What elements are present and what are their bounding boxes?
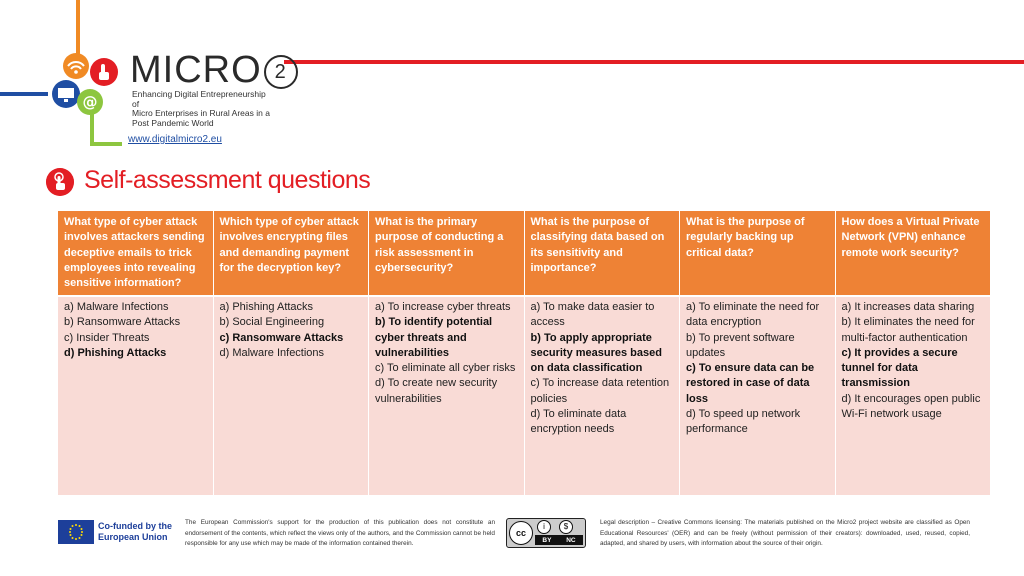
answer-cell (836, 297, 991, 495)
answer-option: c) To eliminate all cyber risks (375, 362, 516, 375)
question-header: What is the primary purpose of conducting a risk assessment in cybersecurity? (369, 211, 524, 295)
touch-hand-icon (46, 168, 74, 196)
question-header: What is the purpose of regularly backing up critical data? (680, 211, 835, 295)
answer-option: a) To eliminate the need for data encryption (686, 301, 820, 329)
page-title: Self-assessment questions (84, 166, 371, 194)
answer-option: a) Phishing Attacks (219, 301, 314, 313)
brand-suffix: 2 (264, 55, 298, 89)
answer-option: a) Malware Infections (64, 301, 169, 313)
touch-hand-icon (90, 58, 118, 86)
decor-line-green-horizontal (90, 142, 122, 146)
no-commercial-icon: $ (559, 520, 573, 534)
cc-nc-label: NC (566, 536, 576, 544)
legal-description: Legal description – Creative Commons licensing: The materials published on the Micro2 project website are classified as Open Educational Resources' (OER) and can be freely (without permission of their creators): downloaded, used, reused, copied, adapted, and shared by users, with information about the source of their origin. (600, 519, 970, 547)
brand-tagline (132, 90, 272, 128)
brand-tagline-line: Micro Enterprises in Rural Areas in a (132, 108, 270, 118)
answer-option: d) Phishing Attacks (64, 346, 167, 359)
computer-icon (52, 80, 80, 108)
cc-license-labels (535, 535, 583, 545)
answer-cell (525, 297, 680, 495)
question-header: What type of cyber attack involves attackers sending deceptive emails to trick employees into revealing sensitive information? (58, 211, 213, 295)
at-sign-icon (77, 89, 103, 115)
eu-disclaimer: The European Commission's support for the production of this publication does not constitute an endorsement of the contents, which reflect the views only of the authors, and the Commission cannot be held responsible for any use which may be made of the information contained therein. (185, 519, 495, 547)
micro2-logo-icons (46, 52, 126, 118)
question-header: How does a Virtual Private Network (VPN) enhance remote work security? (836, 211, 991, 295)
answer-option: b) To prevent software updates (686, 331, 795, 359)
answer-option: b) To apply appropriate security measures based on data classification (530, 331, 662, 375)
answer-option: b) To identify potential cyber threats and vulnerabilities (375, 316, 493, 359)
answer-option: d) It encourages open public Wi-Fi network usage (841, 392, 981, 421)
decor-line-blue (0, 92, 48, 96)
creative-commons-badge (506, 518, 586, 548)
self-assessment-table (58, 211, 990, 495)
wifi-icon (63, 53, 89, 79)
eu-flag-icon (58, 520, 94, 544)
answer-option: c) Insider Threats (64, 331, 150, 344)
brand-tagline-line: Post Pandemic World (132, 117, 214, 128)
answer-option: a) To increase cyber threats (375, 301, 511, 313)
brand-name-text: MICRO (130, 49, 262, 91)
svg-text:@: @ (82, 93, 98, 111)
decor-line-red (284, 60, 1024, 64)
answer-option: b) Ransomware Attacks (64, 316, 181, 329)
answer-option: d) Malware Infections (219, 346, 325, 359)
answer-cell (214, 297, 369, 495)
question-header: Which type of cyber attack involves encrypting files and demanding payment for the decryption key? (214, 211, 369, 295)
answer-option: b) Social Engineering (219, 316, 325, 329)
brand-name (130, 50, 298, 90)
answer-cell (369, 297, 524, 495)
brand-tagline-line: Enhancing Digital Entrepreneurship of (132, 89, 266, 109)
answer-option: c) To ensure data can be restored in case of data loss (686, 362, 815, 405)
answer-cell (680, 297, 835, 495)
person-icon: i (537, 520, 551, 534)
answer-option: a) To make data easier to access (530, 301, 655, 329)
cc-icon: cc (509, 521, 533, 545)
answer-option: d) To eliminate data encryption needs (530, 408, 627, 436)
eu-cofunded-label: Co-funded by the European Union (98, 521, 172, 542)
answer-option: a) It increases data sharing (841, 301, 975, 313)
answer-option: b) It eliminates the need for multi-factor authentication (841, 316, 975, 344)
cc-by-label: BY (542, 536, 552, 544)
answer-option: c) It provides a secure tunnel for data transmission (841, 346, 958, 390)
question-header: What is the purpose of classifying data based on its sensitivity and importance? (525, 211, 680, 295)
answer-option: d) To create new security vulnerabilities (375, 377, 498, 405)
website-link[interactable]: www.digitalmicro2.eu (128, 134, 222, 145)
answer-option: c) To increase data retention policies (530, 377, 670, 405)
answer-option: d) To speed up network performance (686, 408, 801, 436)
answer-option: c) Ransomware Attacks (219, 331, 344, 344)
answer-cell (58, 297, 213, 495)
